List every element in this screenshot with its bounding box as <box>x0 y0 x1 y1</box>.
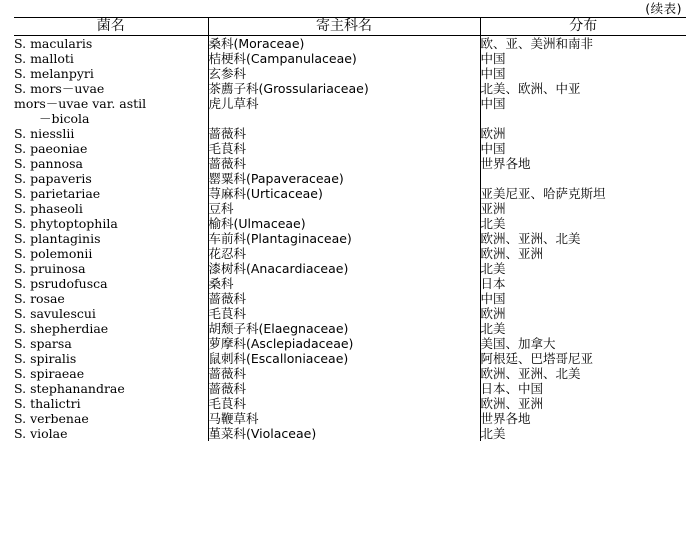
species-name-cell: S. pruinosa <box>14 261 86 276</box>
host-family-cell: 茶薦子科(Grossulariaceae) <box>208 81 480 96</box>
table-row <box>14 321 686 336</box>
host-family-cell: 虎儿草科 <box>208 96 480 126</box>
table-header-row <box>14 18 686 36</box>
host-family-cell: 蔷薇科 <box>208 366 480 381</box>
table-row <box>14 66 686 81</box>
distribution-cell: 中国 <box>480 51 686 66</box>
species-name-cell: S. phaseoli <box>14 201 83 216</box>
distribution-cell: 北美 <box>480 426 686 441</box>
host-family-cell: 毛茛科 <box>208 306 480 321</box>
distribution-cell: 欧洲 <box>480 306 686 321</box>
species-name-cell: S. pannosa <box>14 156 84 171</box>
distribution-cell: 亚洲 <box>480 201 686 216</box>
distribution-cell: 日本 <box>480 276 686 291</box>
column-header-distribution: 分布 <box>480 18 686 36</box>
host-family-cell: 毛茛科 <box>208 141 480 156</box>
distribution-cell: 中国 <box>480 291 686 306</box>
table-row <box>14 141 686 156</box>
column-header-name: 菌名 <box>96 18 125 34</box>
host-family-cell: 蔷薇科 <box>208 126 480 141</box>
distribution-cell: 中国 <box>480 141 686 156</box>
distribution-cell: 欧、亚、美洲和南非 <box>480 36 686 52</box>
table-row <box>14 366 686 381</box>
table-row <box>14 276 686 291</box>
distribution-cell: 欧洲、亚洲、北美 <box>480 366 686 381</box>
distribution-cell: 欧洲 <box>480 126 686 141</box>
distribution-cell: 中国 <box>480 96 686 126</box>
host-family-cell: 玄参科 <box>208 66 480 81</box>
species-table <box>14 17 686 441</box>
table-row <box>14 306 686 321</box>
table-row <box>14 126 686 141</box>
host-family-cell: 蔷薇科 <box>208 381 480 396</box>
distribution-cell: 中国 <box>480 66 686 81</box>
host-family-cell: 车前科(Plantaginaceae) <box>208 231 480 246</box>
host-family-cell: 桔梗科(Campanulaceae) <box>208 51 480 66</box>
species-name-cell: S. rosae <box>14 291 65 306</box>
distribution-cell: 亚美尼亚、哈萨克斯坦 <box>480 186 686 201</box>
species-name-cell: S. mors－uvae <box>14 81 105 96</box>
table-row <box>14 381 686 396</box>
table-row <box>14 261 686 276</box>
table-row <box>14 291 686 306</box>
table-row <box>14 336 686 351</box>
distribution-cell: 世界各地 <box>480 411 686 426</box>
distribution-cell: 日本、中国 <box>480 381 686 396</box>
distribution-cell: 北美、欧洲、中亚 <box>480 81 686 96</box>
table-row <box>14 51 686 66</box>
distribution-cell: 阿根廷、巴塔哥尼亚 <box>480 351 686 366</box>
host-family-cell: 花忍科 <box>208 246 480 261</box>
host-family-cell: 漆树科(Anacardiaceae) <box>208 261 480 276</box>
species-name-cell: S. psrudofusca <box>14 276 108 291</box>
host-family-cell: 堇菜科(Violaceae) <box>208 426 480 441</box>
table-row <box>14 201 686 216</box>
species-name-cell: S. savulescui <box>14 306 96 321</box>
host-family-cell: 蔷薇科 <box>208 156 480 171</box>
species-name-cell: S. sparsa <box>14 336 72 351</box>
table-row <box>14 246 686 261</box>
table-row <box>14 81 686 96</box>
table-row <box>14 231 686 246</box>
species-name-cell: S. papaveris <box>14 171 92 186</box>
distribution-cell: 欧洲、亚洲 <box>480 246 686 261</box>
species-name-cell: S. spiraeae <box>14 366 85 381</box>
table-row <box>14 156 686 171</box>
table-row <box>14 186 686 201</box>
distribution-cell: 北美 <box>480 321 686 336</box>
distribution-cell: 世界各地 <box>480 156 686 171</box>
table-body <box>14 36 686 442</box>
species-name-cell: S. violae <box>14 426 68 441</box>
host-family-cell: 鼠刺科(Escalloniaceae) <box>208 351 480 366</box>
column-header-host: 寄主科名 <box>208 18 480 36</box>
distribution-cell: 美国、加拿大 <box>480 336 686 351</box>
species-name-cell: S. stephanandrae <box>14 381 125 396</box>
species-name-cell: S. thalictri <box>14 396 81 411</box>
distribution-cell: 欧洲、亚洲、北美 <box>480 231 686 246</box>
table-row <box>14 426 686 441</box>
distribution-cell <box>480 171 686 186</box>
species-name-cell: S. macularis <box>14 36 208 52</box>
species-name-cell: S. shepherdiae <box>14 321 109 336</box>
table-row <box>14 411 686 426</box>
host-family-cell: 罂粟科(Papaveraceae) <box>208 171 480 186</box>
species-name-cell: S. malloti <box>14 51 74 66</box>
distribution-cell: 北美 <box>480 216 686 231</box>
host-family-cell: 桑科 <box>208 276 480 291</box>
species-name-cell: S. phytoptophila <box>14 216 118 231</box>
host-family-cell: 榆科(Ulmaceae) <box>208 216 480 231</box>
species-name-cell: mors－uvae var. astil －bicola <box>14 96 147 126</box>
table-row <box>14 396 686 411</box>
species-name-cell: S. polemonii <box>14 246 93 261</box>
species-name-cell: S. paeoniae <box>14 141 88 156</box>
host-family-cell: 马鞭草科 <box>208 411 480 426</box>
table-row <box>14 36 686 52</box>
species-name-cell: S. melanpyri <box>14 66 94 81</box>
host-family-cell: 豆科 <box>208 201 480 216</box>
table-row <box>14 351 686 366</box>
host-family-cell: 萝摩科(Asclepiadaceae) <box>208 336 480 351</box>
table-row <box>14 171 686 186</box>
host-family-cell: 蔷薇科 <box>208 291 480 306</box>
table-row <box>14 96 686 126</box>
species-name-cell: S. niesslii <box>14 126 75 141</box>
distribution-cell: 欧洲、亚洲 <box>480 396 686 411</box>
species-name-cell: S. plantaginis <box>14 231 101 246</box>
host-family-cell: 桑科(Moraceae) <box>208 36 480 52</box>
table-row <box>14 216 686 231</box>
host-family-cell: 胡颓子科(Elaegnaceae) <box>208 321 480 336</box>
continued-note: (续表) <box>645 1 682 16</box>
host-family-cell: 荨麻科(Urticaceae) <box>208 186 480 201</box>
species-name-cell: S. parietariae <box>14 186 101 201</box>
species-name-cell: S. verbenae <box>14 411 89 426</box>
host-family-cell: 毛茛科 <box>208 396 480 411</box>
species-name-cell: S. spiralis <box>14 351 77 366</box>
distribution-cell: 北美 <box>480 261 686 276</box>
